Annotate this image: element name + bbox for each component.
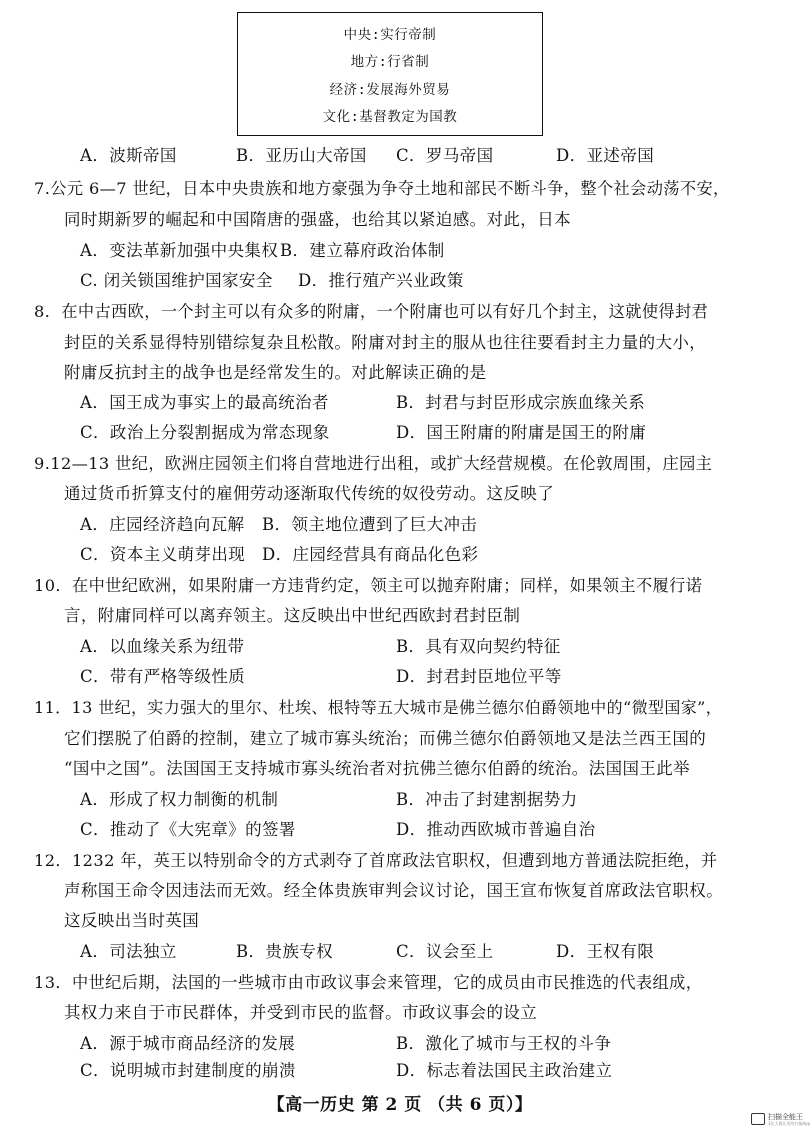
box-line-central: 中央:实行帝制	[343, 26, 437, 43]
roman-empire-info-box	[237, 12, 543, 136]
q11-option-c[interactable]: C．推动了《大宪章》的签署	[80, 820, 296, 839]
q8-option-b[interactable]: B．封君与封臣形成宗族血缘关系	[396, 393, 646, 412]
q8-option-a[interactable]: A．国王成为事实上的最高统治者	[80, 393, 329, 412]
q13-stem-line-1: 13．中世纪后期，法国的一些城市由市政议事会来管理，它的成员由市民推选的代表组成，	[34, 973, 703, 992]
q10-stem-line-1: 10．在中世纪欧洲，如果附庸一方违背约定，领主可以抛弃附庸；同样，如果领主不履行诺	[34, 576, 703, 595]
q8-stem-line-3: 附庸反抗封主的战争也是经常发生的。对此解读正确的是	[64, 363, 487, 382]
q12-option-c[interactable]: C．议会至上	[396, 942, 494, 961]
q6-option-d[interactable]: D．亚述帝国	[556, 146, 655, 165]
q6-option-b[interactable]: B．亚历山大帝国	[236, 146, 367, 165]
box-line-local: 地方:行省制	[350, 54, 430, 71]
q12-stem-line-2: 声称国王命令因违法而无效。经全体贵族审判会议讨论，国王宣布恢复首席政法官职权。	[64, 881, 724, 900]
q6-option-a[interactable]: A．波斯帝国	[80, 146, 177, 165]
q13-option-d[interactable]: D．标志着法国民主政治建立	[396, 1061, 613, 1080]
scanner-watermark	[751, 1108, 810, 1130]
q11-option-a[interactable]: A．形成了权力制衡的机制	[80, 790, 279, 809]
q13-option-b[interactable]: B．激化了城市与王权的斗争	[396, 1034, 612, 1053]
q11-option-d[interactable]: D．推动西欧城市普遍自治	[396, 820, 596, 839]
q7-option-b[interactable]: B．建立幕府政治体制	[280, 241, 445, 260]
q13-stem-line-2: 其权力来自于市民群体，并受到市民的监督。市政议事会的设立	[64, 1003, 538, 1022]
q12-stem-line-1: 12．1232 年，英王以特别命令的方式剥夺了首席政法官职权，但遭到地方普通法院拒绝，并	[34, 851, 718, 870]
q11-stem-line-3: “国中之国”。法国国王支持城市寡头统治者对抗佛兰德尔伯爵的统治。法国国王此举	[64, 759, 691, 778]
watermark-text: 扫描全能王	[768, 1112, 803, 1121]
q7-option-a[interactable]: A．变法革新加强中央集权	[80, 241, 279, 260]
q8-stem-line-1: 8．在中古西欧，一个封主可以有众多的附庸，一个附庸也可以有好几个封主，这就使得封君	[34, 302, 709, 321]
q8-option-d[interactable]: D．国王附庸的附庸是国王的附庸	[396, 423, 647, 442]
q10-option-c[interactable]: C．带有严格等级性质	[80, 667, 246, 686]
q12-option-b[interactable]: B．贵族专权	[236, 942, 334, 961]
q7-option-d[interactable]: D．推行殖产兴业政策	[298, 271, 464, 290]
scanner-logo-icon	[751, 1113, 765, 1125]
q13-option-c[interactable]: C．说明城市封建制度的崩溃	[80, 1061, 296, 1080]
q10-stem-line-2: 言，附庸同样可以离弃领主。这反映出中世纪西欧封君封臣制	[64, 606, 521, 625]
q10-option-b[interactable]: B．具有双向契约特征	[396, 637, 561, 656]
q9-option-a[interactable]: A．庄园经济趋向瓦解	[80, 515, 245, 534]
box-line-culture: 文化:基督教定为国教	[322, 109, 458, 126]
q10-option-a[interactable]: A．以血缘关系为纽带	[80, 637, 245, 656]
q11-stem-line-1: 11．13 世纪，实力强大的里尔、杜埃、根特等五大城市是佛兰德尔伯爵领地中的“微型国家”，	[34, 698, 723, 717]
q7-stem-line-2: 同时期新罗的崛起和中国隋唐的强盛，也给其以紧迫感。对此，日本	[64, 210, 571, 229]
box-line-economy: 经济:发展海外贸易	[329, 81, 451, 98]
q8-option-c[interactable]: C．政治上分裂割据成为常态现象	[80, 423, 330, 442]
watermark-subtext: 3亿人都在用的扫描App	[768, 1120, 810, 1126]
q7-stem-line-1: 7.公元 6—7 世纪，日本中央贵族和地方豪强为争夺土地和部民不断斗争，整个社会动荡不安，	[34, 179, 730, 198]
q9-stem-line-1: 9.12—13 世纪，欧洲庄园领主们将自营地进行出租，或扩大经营规模。在伦敦周围，庄园主	[34, 454, 713, 473]
q12-option-d[interactable]: D．王权有限	[556, 942, 655, 961]
q9-option-b[interactable]: B．领主地位遭到了巨大冲击	[262, 515, 478, 534]
q9-option-c[interactable]: C．资本主义萌芽出现	[80, 545, 246, 564]
q6-option-c[interactable]: C．罗马帝国	[396, 146, 494, 165]
q9-option-d[interactable]: D．庄园经营具有商品化色彩	[262, 545, 479, 564]
q9-stem-line-2: 通过货币折算支付的雇佣劳动逐渐取代传统的奴役劳动。这反映了	[64, 484, 555, 503]
q11-option-b[interactable]: B．冲击了封建割据势力	[396, 790, 578, 809]
q12-option-a[interactable]: A．司法独立	[80, 942, 177, 961]
q13-option-a[interactable]: A．源于城市商品经济的发展	[80, 1034, 296, 1053]
q7-option-c[interactable]: C. 闭关锁国维护国家安全	[80, 271, 273, 290]
page-footer: 【高一历史 第 2 页 （共 6 页）】	[267, 1095, 533, 1115]
q10-option-d[interactable]: D．封君封臣地位平等	[396, 667, 562, 686]
q8-stem-line-2: 封臣的关系显得特别错综复杂且松散。附庸对封主的服从也往往要看封主力量的大小，	[64, 333, 707, 352]
q12-stem-line-3: 这反映出当时英国	[64, 911, 200, 930]
q11-stem-line-2: 它们摆脱了伯爵的控制，建立了城市寡头统治；而佛兰德尔伯爵领地又是法兰西王国的	[64, 729, 707, 748]
